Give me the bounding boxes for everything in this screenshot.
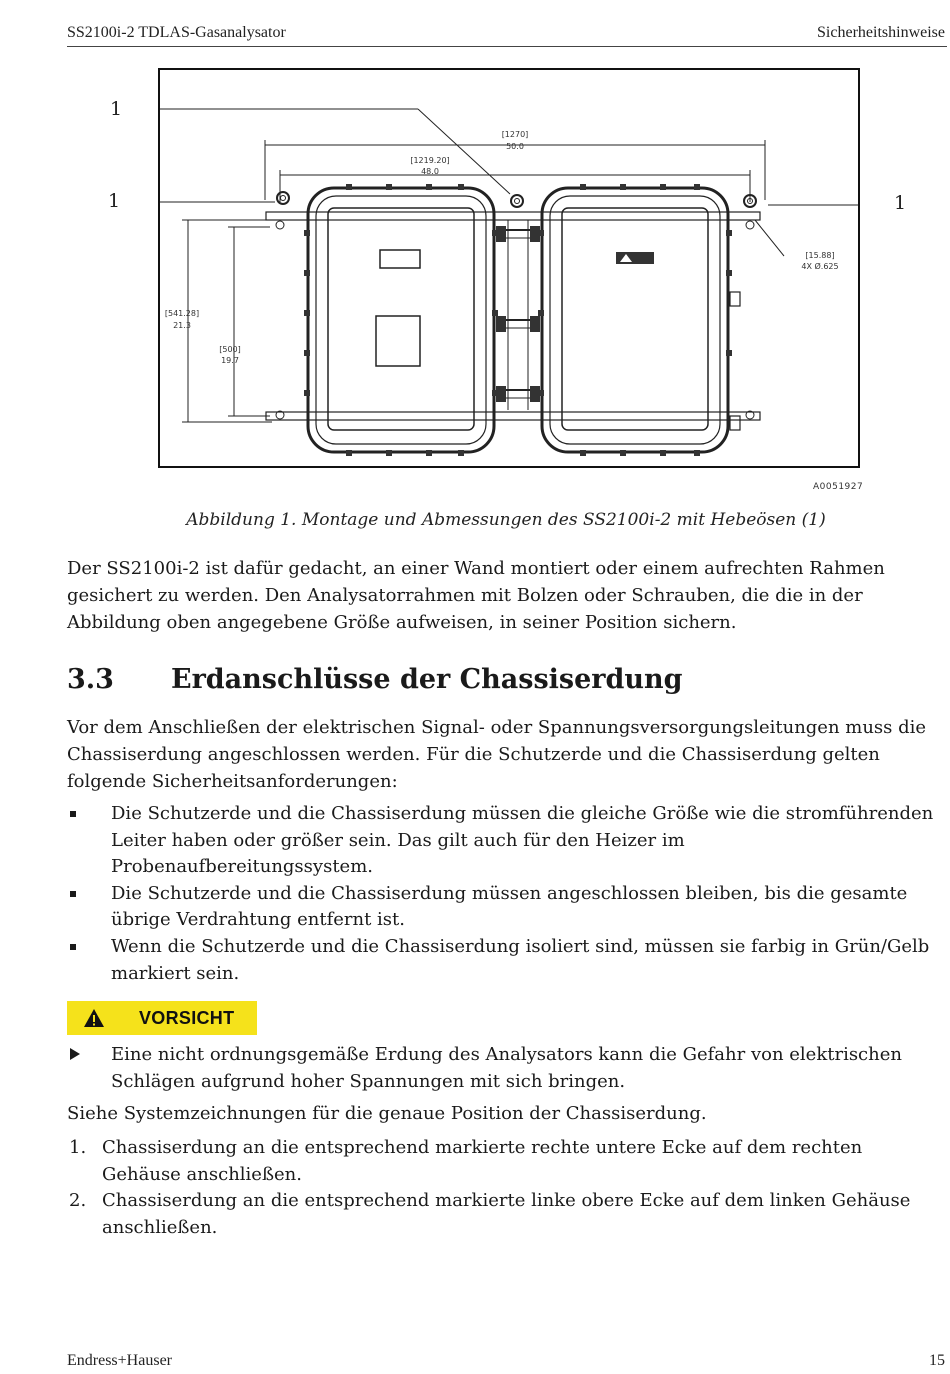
mounting-drawing — [158, 68, 860, 468]
section-intro: Vor dem Anschließen der elektrischen Signal- oder Spannungsversorgungsleitungen muss die Chassiserdung angeschlossen werden. Für die Schutzerde und die Chassiserdung gelten folgende Sicherheitsanforderungen: — [67, 717, 927, 792]
steps-list — [67, 1135, 942, 1241]
caution-banner — [67, 1001, 257, 1035]
figure-caption: Abbildung 1. Montage und Abmessungen des SS2100i-2 mit Hebeösen (1) — [186, 510, 826, 530]
list-item: Die Schutzerde und die Chassiserdung müssen die gleiche Größe wie die stromführenden Leiter haben oder größer sein. Das gilt auch für den Heizer im Probenaufbereitungssystem. — [67, 801, 942, 881]
list-item: Wenn die Schutzerde und die Chassiserdung isoliert sind, müssen sie farbig in Grün/Gelb markiert sein. — [67, 934, 942, 987]
caution-label: VORSICHT — [139, 1008, 235, 1028]
page-number: 15 — [929, 1352, 945, 1369]
dim-mount-mm: [1219.20] — [410, 156, 450, 165]
bullet-square-icon — [70, 811, 76, 817]
callout-top-left: 1 — [110, 98, 123, 120]
header-rule — [67, 46, 947, 47]
callout-right: 1 — [894, 192, 907, 214]
dim-mount-in: 48.0 — [421, 167, 439, 176]
caution-text: Eine nicht ordnungsgemäße Erdung des Analysators kann die Gefahr von elektrischen Schlägen aufgrund hoher Spannungen mit sich bringen. — [111, 1044, 902, 1092]
section-number: 3.3 — [67, 664, 114, 695]
requirements-list — [67, 801, 942, 987]
callout-mid-left: 1 — [108, 190, 121, 212]
section-title: Erdanschlüsse der Chassiserdung — [171, 664, 683, 695]
bullet-square-icon — [70, 891, 76, 897]
list-item: 1. Chassiserdung an die entsprechend markierte rechte untere Ecke auf dem rechten Gehäuse anschließen. — [69, 1137, 863, 1185]
list-item: 2. Chassiserdung an die entsprechend markierte linke obere Ecke auf dem linken Gehäuse anschließen. — [69, 1190, 911, 1238]
arrow-right-icon — [70, 1048, 80, 1060]
list-item: Die Schutzerde und die Chassiserdung müssen angeschlossen bleiben, bis die gesamte übrige Verdrahtung entfernt ist. — [67, 881, 942, 934]
dim-hole-mm: [15.88] — [805, 251, 835, 260]
see-also-paragraph: Siehe Systemzeichnungen für die genaue Position der Chassiserdung. — [67, 1103, 707, 1124]
dim-inner-mm: [500] — [219, 345, 241, 354]
dim-height-mm: [541.28] — [164, 309, 200, 318]
header-doc-title: SS2100i-2 TDLAS-Gasanalysator — [67, 24, 286, 41]
warning-triangle-icon — [83, 1008, 105, 1028]
section-heading — [67, 664, 683, 695]
dim-height-in: 21.3 — [173, 321, 191, 330]
figure-code: A0051927 — [813, 482, 864, 492]
dim-hole-in: 4X Ø.625 — [801, 262, 839, 271]
bullet-square-icon — [70, 944, 76, 950]
mounting-drawing-svg — [160, 70, 858, 466]
intro-paragraph: Der SS2100i-2 ist dafür gedacht, an einer Wand montiert oder einem aufrechten Rahmen gesichert zu werden. Den Analysatorrahmen mit Bolzen oder Schrauben, die die in der Abbildung oben angegebene Größe aufweisen, in seiner Position sichern. — [67, 558, 885, 633]
caution-item — [67, 1041, 942, 1095]
dim-inner-in: 19.7 — [221, 356, 239, 365]
dim-total-in: 50.0 — [506, 142, 524, 151]
dim-total-mm: [1270] — [501, 130, 529, 139]
footer-brand: Endress+Hauser — [67, 1352, 172, 1369]
header-chapter: Sicherheitshinweise — [817, 24, 945, 41]
